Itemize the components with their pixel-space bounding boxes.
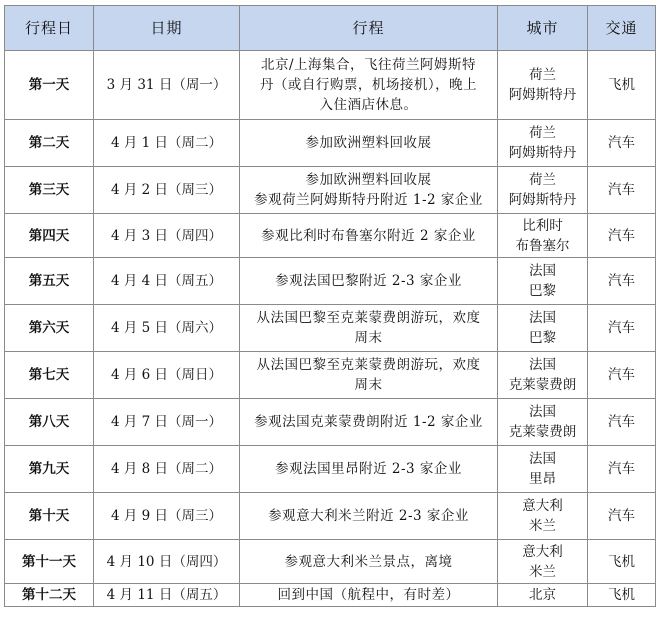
route-cell — [240, 305, 498, 352]
header-transport: 交通 — [588, 6, 656, 51]
day-cell: 第十二天 — [5, 584, 94, 607]
transport-cell: 汽车 — [588, 446, 656, 493]
date-cell: 4 月 8 日（周二） — [94, 446, 240, 493]
city-cell — [498, 167, 588, 214]
city-cell — [498, 214, 588, 258]
transport-cell: 汽车 — [588, 305, 656, 352]
day-cell: 第四天 — [5, 214, 94, 258]
table-row — [5, 446, 656, 493]
route-line: 丹（或自行购票，机场接机），晚上 — [259, 77, 478, 93]
route-line: 参观法国巴黎附近 2-3 家企业 — [275, 273, 462, 289]
route-line: 从法国巴黎至克莱蒙费朗游玩，欢度 — [256, 310, 481, 326]
city-country: 法国 — [529, 263, 556, 279]
table-row — [5, 305, 656, 352]
route-cell — [240, 352, 498, 399]
header-date: 日期 — [94, 6, 240, 51]
city-country: 意大利 — [522, 543, 563, 560]
route-cell — [240, 493, 498, 540]
city-cell — [498, 493, 588, 540]
city-cell — [498, 305, 588, 352]
date-cell: 3 月 31 日（周一） — [94, 51, 240, 120]
route-cell — [240, 167, 498, 214]
route-line: 从法国巴黎至克莱蒙费朗游玩，欢度 — [256, 357, 481, 373]
day-cell: 第一天 — [5, 51, 94, 120]
day-cell: 第七天 — [5, 352, 94, 399]
header-city: 城市 — [498, 6, 588, 51]
city-cell — [498, 51, 588, 120]
table-row — [5, 352, 656, 399]
route-line: 北京/上海集合，飞往荷兰阿姆斯特 — [260, 57, 477, 73]
city-country: 法国 — [529, 310, 556, 326]
route-line: 参加欧洲塑料回收展 — [305, 172, 432, 188]
city-name: 北京 — [529, 587, 556, 603]
city-name: 克莱蒙费朗 — [508, 377, 577, 393]
day-cell: 第八天 — [5, 399, 94, 446]
date-cell: 4 月 7 日（周一） — [94, 399, 240, 446]
city-country: 意大利 — [522, 498, 563, 514]
day-cell: 第三天 — [5, 167, 94, 214]
route-line: 参观法国里昂附近 2-3 家企业 — [275, 461, 462, 477]
route-line: 参加欧洲塑料回收展 — [305, 135, 432, 151]
city-cell — [498, 399, 588, 446]
route-line: 入住酒店休息。 — [319, 97, 418, 113]
date-cell: 4 月 6 日（周日） — [94, 352, 240, 399]
route-cell — [240, 214, 498, 258]
route-line: 参观法国克莱蒙费朗附近 1-2 家企业 — [254, 414, 483, 430]
city-name: 巴黎 — [529, 283, 556, 299]
transport-cell: 汽车 — [588, 214, 656, 258]
route-cell — [240, 258, 498, 305]
route-cell — [240, 446, 498, 493]
transport-cell: 汽车 — [588, 258, 656, 305]
city-country: 荷兰 — [529, 125, 556, 141]
route-line: 参观意大利米兰景点，离境 — [284, 553, 453, 570]
transport-cell: 飞机 — [588, 540, 656, 584]
city-name: 里昂 — [529, 471, 556, 487]
city-name: 巴黎 — [529, 330, 556, 346]
transport-cell: 飞机 — [588, 584, 656, 607]
route-line: 参观比利时布鲁塞尔附近 2 家企业 — [261, 227, 476, 244]
city-cell — [498, 540, 588, 584]
city-name: 阿姆斯特丹 — [508, 87, 577, 103]
city-country: 荷兰 — [529, 67, 556, 83]
date-cell: 4 月 9 日（周三） — [94, 493, 240, 540]
city-name: 米兰 — [529, 563, 556, 580]
city-name: 米兰 — [529, 518, 556, 534]
table-row — [5, 258, 656, 305]
day-cell: 第二天 — [5, 120, 94, 167]
day-cell: 第九天 — [5, 446, 94, 493]
day-cell: 第六天 — [5, 305, 94, 352]
date-cell: 4 月 10 日（周四） — [94, 540, 240, 584]
city-name: 克莱蒙费朗 — [508, 424, 577, 440]
route-cell — [240, 584, 498, 607]
city-country: 荷兰 — [529, 172, 556, 188]
table-row — [5, 51, 656, 120]
transport-cell: 汽车 — [588, 120, 656, 167]
city-name: 阿姆斯特丹 — [508, 145, 577, 161]
date-cell: 4 月 11 日（周五） — [94, 584, 240, 607]
city-cell — [498, 352, 588, 399]
route-line: 周末 — [354, 377, 383, 393]
city-cell — [498, 584, 588, 607]
city-name: 阿姆斯特丹 — [508, 192, 577, 208]
route-cell — [240, 51, 498, 120]
date-cell: 4 月 2 日（周三） — [94, 167, 240, 214]
city-cell — [498, 258, 588, 305]
route-cell — [240, 399, 498, 446]
table-row — [5, 214, 656, 258]
table-row — [5, 584, 656, 607]
table-row — [5, 120, 656, 167]
transport-cell: 飞机 — [588, 51, 656, 120]
table-row — [5, 493, 656, 540]
transport-cell: 汽车 — [588, 167, 656, 214]
date-cell: 4 月 4 日（周五） — [94, 258, 240, 305]
table-row — [5, 167, 656, 214]
table-header-row — [5, 6, 656, 51]
city-cell — [498, 446, 588, 493]
date-cell: 4 月 5 日（周六） — [94, 305, 240, 352]
date-cell: 4 月 1 日（周二） — [94, 120, 240, 167]
city-cell — [498, 120, 588, 167]
header-route: 行程 — [240, 6, 498, 51]
route-line: 参观荷兰阿姆斯特丹附近 1-2 家企业 — [254, 192, 483, 208]
header-day: 行程日 — [5, 6, 94, 51]
city-country: 法国 — [529, 357, 556, 373]
city-country: 比利时 — [522, 217, 563, 234]
date-cell: 4 月 3 日（周四） — [94, 214, 240, 258]
city-name: 布鲁塞尔 — [515, 237, 570, 254]
table-row — [5, 540, 656, 584]
route-line: 回到中国（航程中，有时差） — [277, 587, 460, 603]
transport-cell: 汽车 — [588, 493, 656, 540]
table-row — [5, 399, 656, 446]
route-line: 参观意大利米兰附近 2-3 家企业 — [268, 508, 469, 524]
itinerary-table — [4, 5, 656, 607]
day-cell: 第十一天 — [5, 540, 94, 584]
city-country: 法国 — [529, 451, 556, 467]
route-cell — [240, 540, 498, 584]
transport-cell: 汽车 — [588, 352, 656, 399]
day-cell: 第十天 — [5, 493, 94, 540]
city-country: 法国 — [529, 404, 556, 420]
day-cell: 第五天 — [5, 258, 94, 305]
route-line: 周末 — [354, 330, 383, 346]
route-cell — [240, 120, 498, 167]
transport-cell: 汽车 — [588, 399, 656, 446]
